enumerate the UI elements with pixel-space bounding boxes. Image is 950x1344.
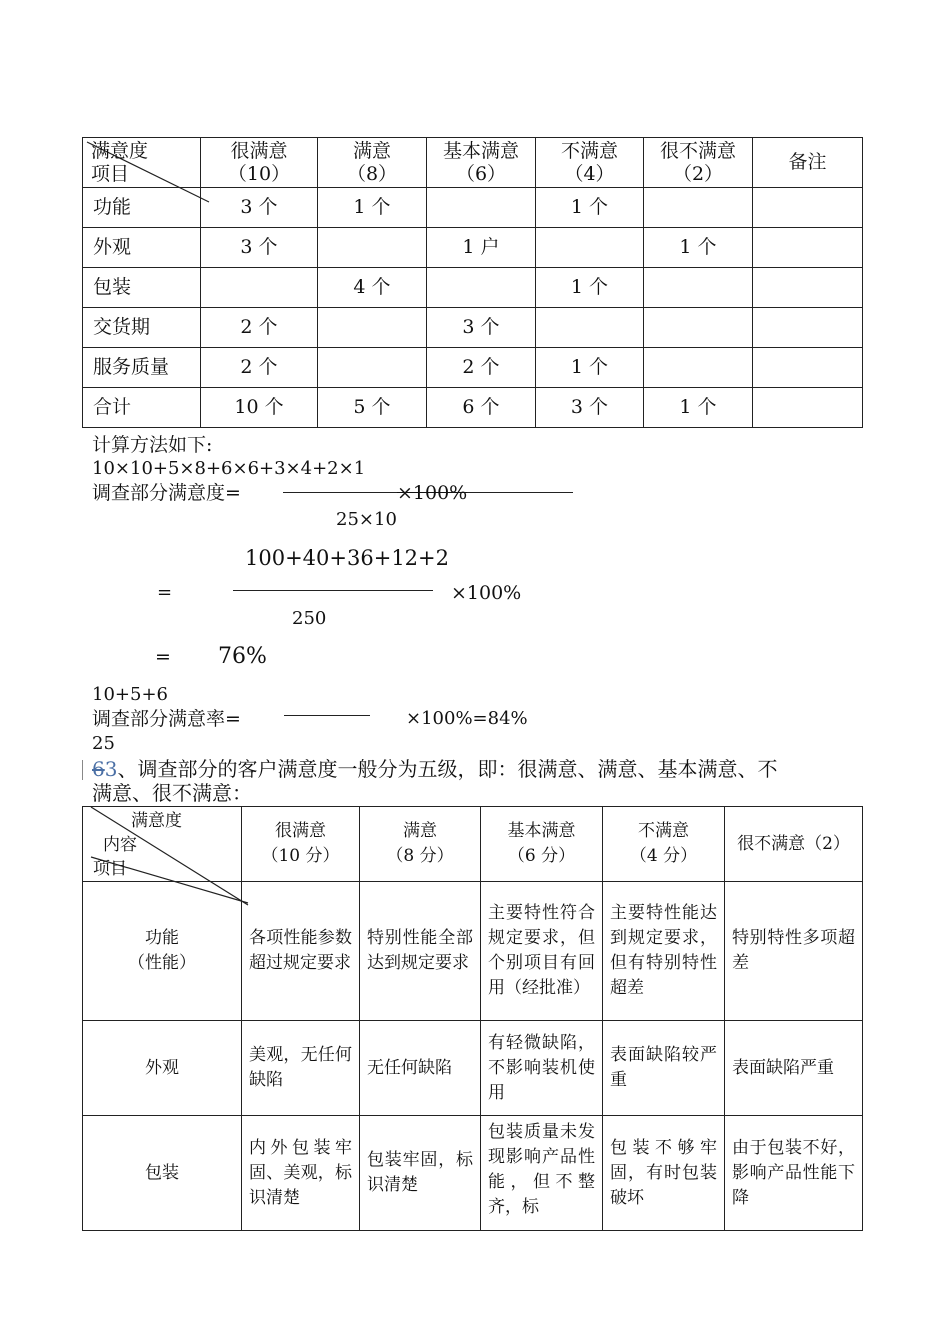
column-header: 很满意 （10） [201,138,318,188]
table-cell: 无任何缺陷 [360,1021,481,1116]
table-cell [536,308,644,348]
table-cell: 各项性能参数超过规定要求 [242,882,360,1021]
calc-intro: 计算方法如下: [92,434,213,456]
table-cell: 5 个 [318,388,427,428]
table-cell: 1 个 [536,268,644,308]
table-cell [427,268,536,308]
row-label: 包装 [83,268,201,308]
table-cell: 2 个 [201,308,318,348]
satisfaction-criteria-table [82,806,863,1231]
header-top-label: 满意度 [91,140,149,162]
table-cell: 6 个 [427,388,536,428]
corner-label-top: 满意度 [131,811,182,831]
table-cell [644,348,753,388]
numerator-2: 100+40+36+12+2 [245,546,449,570]
corner-label-middle: 内容 [103,835,137,855]
table-cell: 1 个 [318,188,427,228]
table-cell [753,308,863,348]
table-header-row [83,807,863,882]
table-cell: 1 个 [644,228,753,268]
table-cell: 3 个 [536,388,644,428]
table-cell: 内外包装牢固、美观，标识清楚 [242,1116,360,1231]
table-cell: 1 户 [427,228,536,268]
satisfaction-count-table [82,137,863,428]
row-label: 功能 （性能） [83,882,242,1021]
table-cell [753,228,863,268]
column-header: 很不满意（2） [725,807,863,882]
table-cell: 美观，无任何缺陷 [242,1021,360,1116]
table-cell [201,268,318,308]
row-label: 外观 [83,1021,242,1116]
denominator-3: 25 [92,733,115,754]
paragraph-line-1: 、调查部分的客户满意度一般分为五级，即：很满意、满意、基本满意、不 [117,757,778,781]
diagonal-header-cell [83,807,242,882]
table-cell: 有轻微缺陷，不影响装机使用 [481,1021,603,1116]
equals-sign-1: = [157,582,173,603]
multiplier-2: ×100% [451,582,522,604]
table-cell: 1 个 [644,388,753,428]
fraction-bar-2 [233,590,433,591]
table-cell [536,228,644,268]
table-cell: 10 个 [201,388,318,428]
table-cell [318,308,427,348]
table-cell: 由于包装不好，影响产品性能下降 [725,1116,863,1231]
row-label: 服务质量 [83,348,201,388]
header-bottom-label: 项目 [91,163,130,185]
table-cell [753,268,863,308]
table-cell [753,388,863,428]
revision-bar [82,760,83,780]
table-cell: 包装牢固，标识清楚 [360,1116,481,1231]
column-header: 很不满意 （2） [644,138,753,188]
table-cell: 主要特性符合规定要求，但个别项目有回用（经批准） [481,882,603,1021]
row-label: 功能 [83,188,201,228]
table-cell: 特别特性多项超差 [725,882,863,1021]
equals-sign-2: = [155,646,171,668]
row-label: 合计 [83,388,201,428]
table-row [83,1021,863,1116]
table-cell: 2 个 [201,348,318,388]
table-row [83,268,863,308]
table-row [83,1116,863,1231]
satisfaction-levels-paragraph [92,757,777,781]
table-cell [644,268,753,308]
fraction-bar-3 [284,715,370,716]
table-cell: 2 个 [427,348,536,388]
table-cell [318,348,427,388]
row-label: 交货期 [83,308,201,348]
numerator-3: 10+5+6 [92,684,168,705]
table-row [83,228,863,268]
table-cell: 特别性能全部达到规定要求 [360,882,481,1021]
table-cell: 包装质量未发现影响产品性能，但不整齐，标 [481,1116,603,1231]
table-header-row [83,138,863,188]
remark-header: 备注 [753,138,863,188]
corner-label-bottom: 项目 [93,859,127,879]
column-header: 不满意 （4 分） [603,807,725,882]
table-cell: 表面缺陷较严重 [603,1021,725,1116]
paragraph-line-2: 满意、很不满意： [92,781,252,805]
multiplier-3: ×100%=84% [406,708,528,729]
column-header: 基本满意 （6） [427,138,536,188]
table-cell: 1 个 [536,188,644,228]
table-row [83,188,863,228]
column-header: 不满意 （4） [536,138,644,188]
table-cell: 3 个 [427,308,536,348]
total-row [83,388,863,428]
table-cell [644,308,753,348]
table-cell [318,228,427,268]
column-header: 满意 （8 分） [360,807,481,882]
column-header: 基本满意 （6 分） [481,807,603,882]
table-row [83,308,863,348]
diagonal-header-cell [83,138,201,188]
table-cell: 包装不够牢固，有时包装破坏 [603,1116,725,1231]
row-label: 包装 [83,1116,242,1231]
item-number: 63 [92,757,118,781]
formula-label-1: 调查部分满意度= [92,482,241,504]
table-cell [427,188,536,228]
table-row [83,348,863,388]
multiplier-1: ×100% [397,482,468,504]
numerator-1: 10×10+5×8+6×6+3×4+2×1 [92,458,366,479]
result-value: 76% [218,644,267,669]
column-header: 满意 （8） [318,138,427,188]
table-cell [644,188,753,228]
denominator-1: 25×10 [336,509,397,530]
table-cell: 1 个 [536,348,644,388]
table-cell [753,348,863,388]
table-cell [753,188,863,228]
table-cell: 表面缺陷严重 [725,1021,863,1116]
table-cell: 主要特性能达到规定要求，但有特别特性超差 [603,882,725,1021]
denominator-2: 250 [292,608,327,629]
table-row [83,882,863,1021]
row-label: 外观 [83,228,201,268]
table-cell: 4 个 [318,268,427,308]
formula-label-3: 调查部分满意率= [92,708,241,730]
table-cell: 3 个 [201,188,318,228]
table-cell: 3 个 [201,228,318,268]
column-header: 很满意 （10 分） [242,807,360,882]
